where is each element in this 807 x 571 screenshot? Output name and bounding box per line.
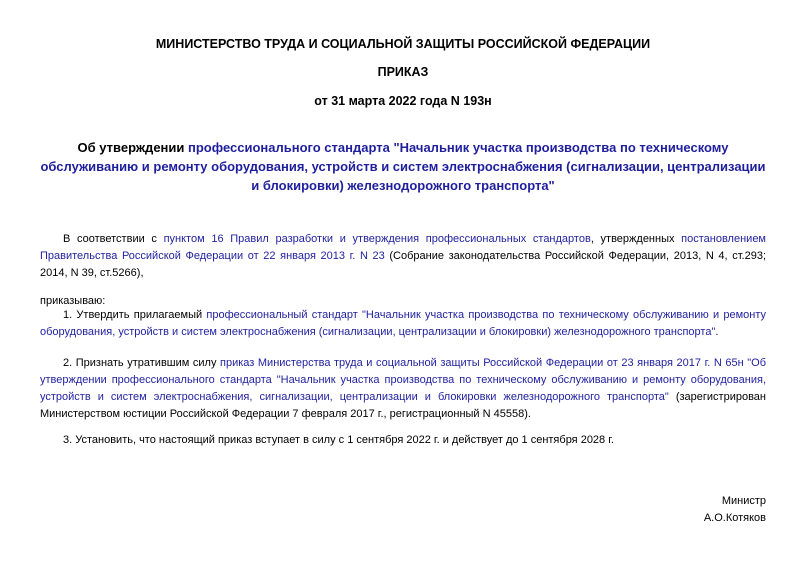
item-3-paragraph: 3. Установить, что настоящий приказ вступает в силу с 1 сентября 2022 г. и действует до 1 сентября 2028 г. xyxy=(63,434,614,446)
item-1-text-1: 1. Утвердить прилагаемый xyxy=(63,309,207,321)
resolution-link[interactable]: постановлением Правительства Российской Федерации от 22 января 2013 г. N 23 xyxy=(40,233,766,262)
ministry-heading: МИНИСТЕРСТВО ТРУДА И СОЦИАЛЬНОЙ ЗАЩИТЫ РОССИЙСКОЙ ФЕДЕРАЦИИ xyxy=(155,37,651,51)
standard-link[interactable]: профессиональный стандарт "Начальник участка производства по техническому обслуживанию и ремонту оборудования, устройств и систем электроснабжения (сигнализации, централизации и блокировки) железнодорожного транспорта" xyxy=(40,309,766,338)
intro-text-2: , утвержденных xyxy=(590,233,682,245)
order-word: приказываю: xyxy=(40,295,106,307)
document-type: ПРИКАЗ xyxy=(377,65,429,79)
item-1-paragraph xyxy=(40,307,766,341)
rules-link[interactable]: пунктом 16 Правил разработки и утверждения профессиональных стандартов xyxy=(163,233,591,245)
title-standard-link[interactable]: профессионального стандарта "Начальник участка производства по техническому обслуживанию и ремонту оборудования, устройств и систем электроснабжения (сигнализации, централизации и блокировки) железнодорожного транспорта" xyxy=(40,140,766,193)
intro-paragraph xyxy=(40,231,766,282)
item-2-text-1: 2. Признать утратившим силу xyxy=(63,357,221,369)
item-1-text-2: . xyxy=(715,326,719,338)
item-2-paragraph xyxy=(40,355,766,423)
old-order-link[interactable]: приказ Министерства труда и социальной защиты Российской Федерации от 23 января 2017 г. N 65н "Об утверждении профессионального стандарта "Начальник участка производства по техническому обслуживанию и ремонту оборудования, устройств и систем электроснабжения, сигнализации, централизации и блокировки железнодорожного транспорта" xyxy=(40,357,766,403)
signature-position: Министр xyxy=(721,495,766,507)
item-2-text-2: (зарегистрирован Министерством юстиции Российской Федерации 7 февраля 2017 г., регистрационный N 45558). xyxy=(40,391,766,420)
document-date-number: от 31 марта 2022 года N 193н xyxy=(314,94,492,108)
intro-text-3: (Собрание законодательства Российской Федерации, 2013, N 4, ст.293; 2014, N 39, ст.5266), xyxy=(40,250,767,279)
title-prefix: Об утверждении xyxy=(77,140,188,155)
document-title xyxy=(40,138,766,195)
signature-name: А.О.Котяков xyxy=(703,512,766,524)
intro-text-1: В соответствии с xyxy=(63,233,164,245)
